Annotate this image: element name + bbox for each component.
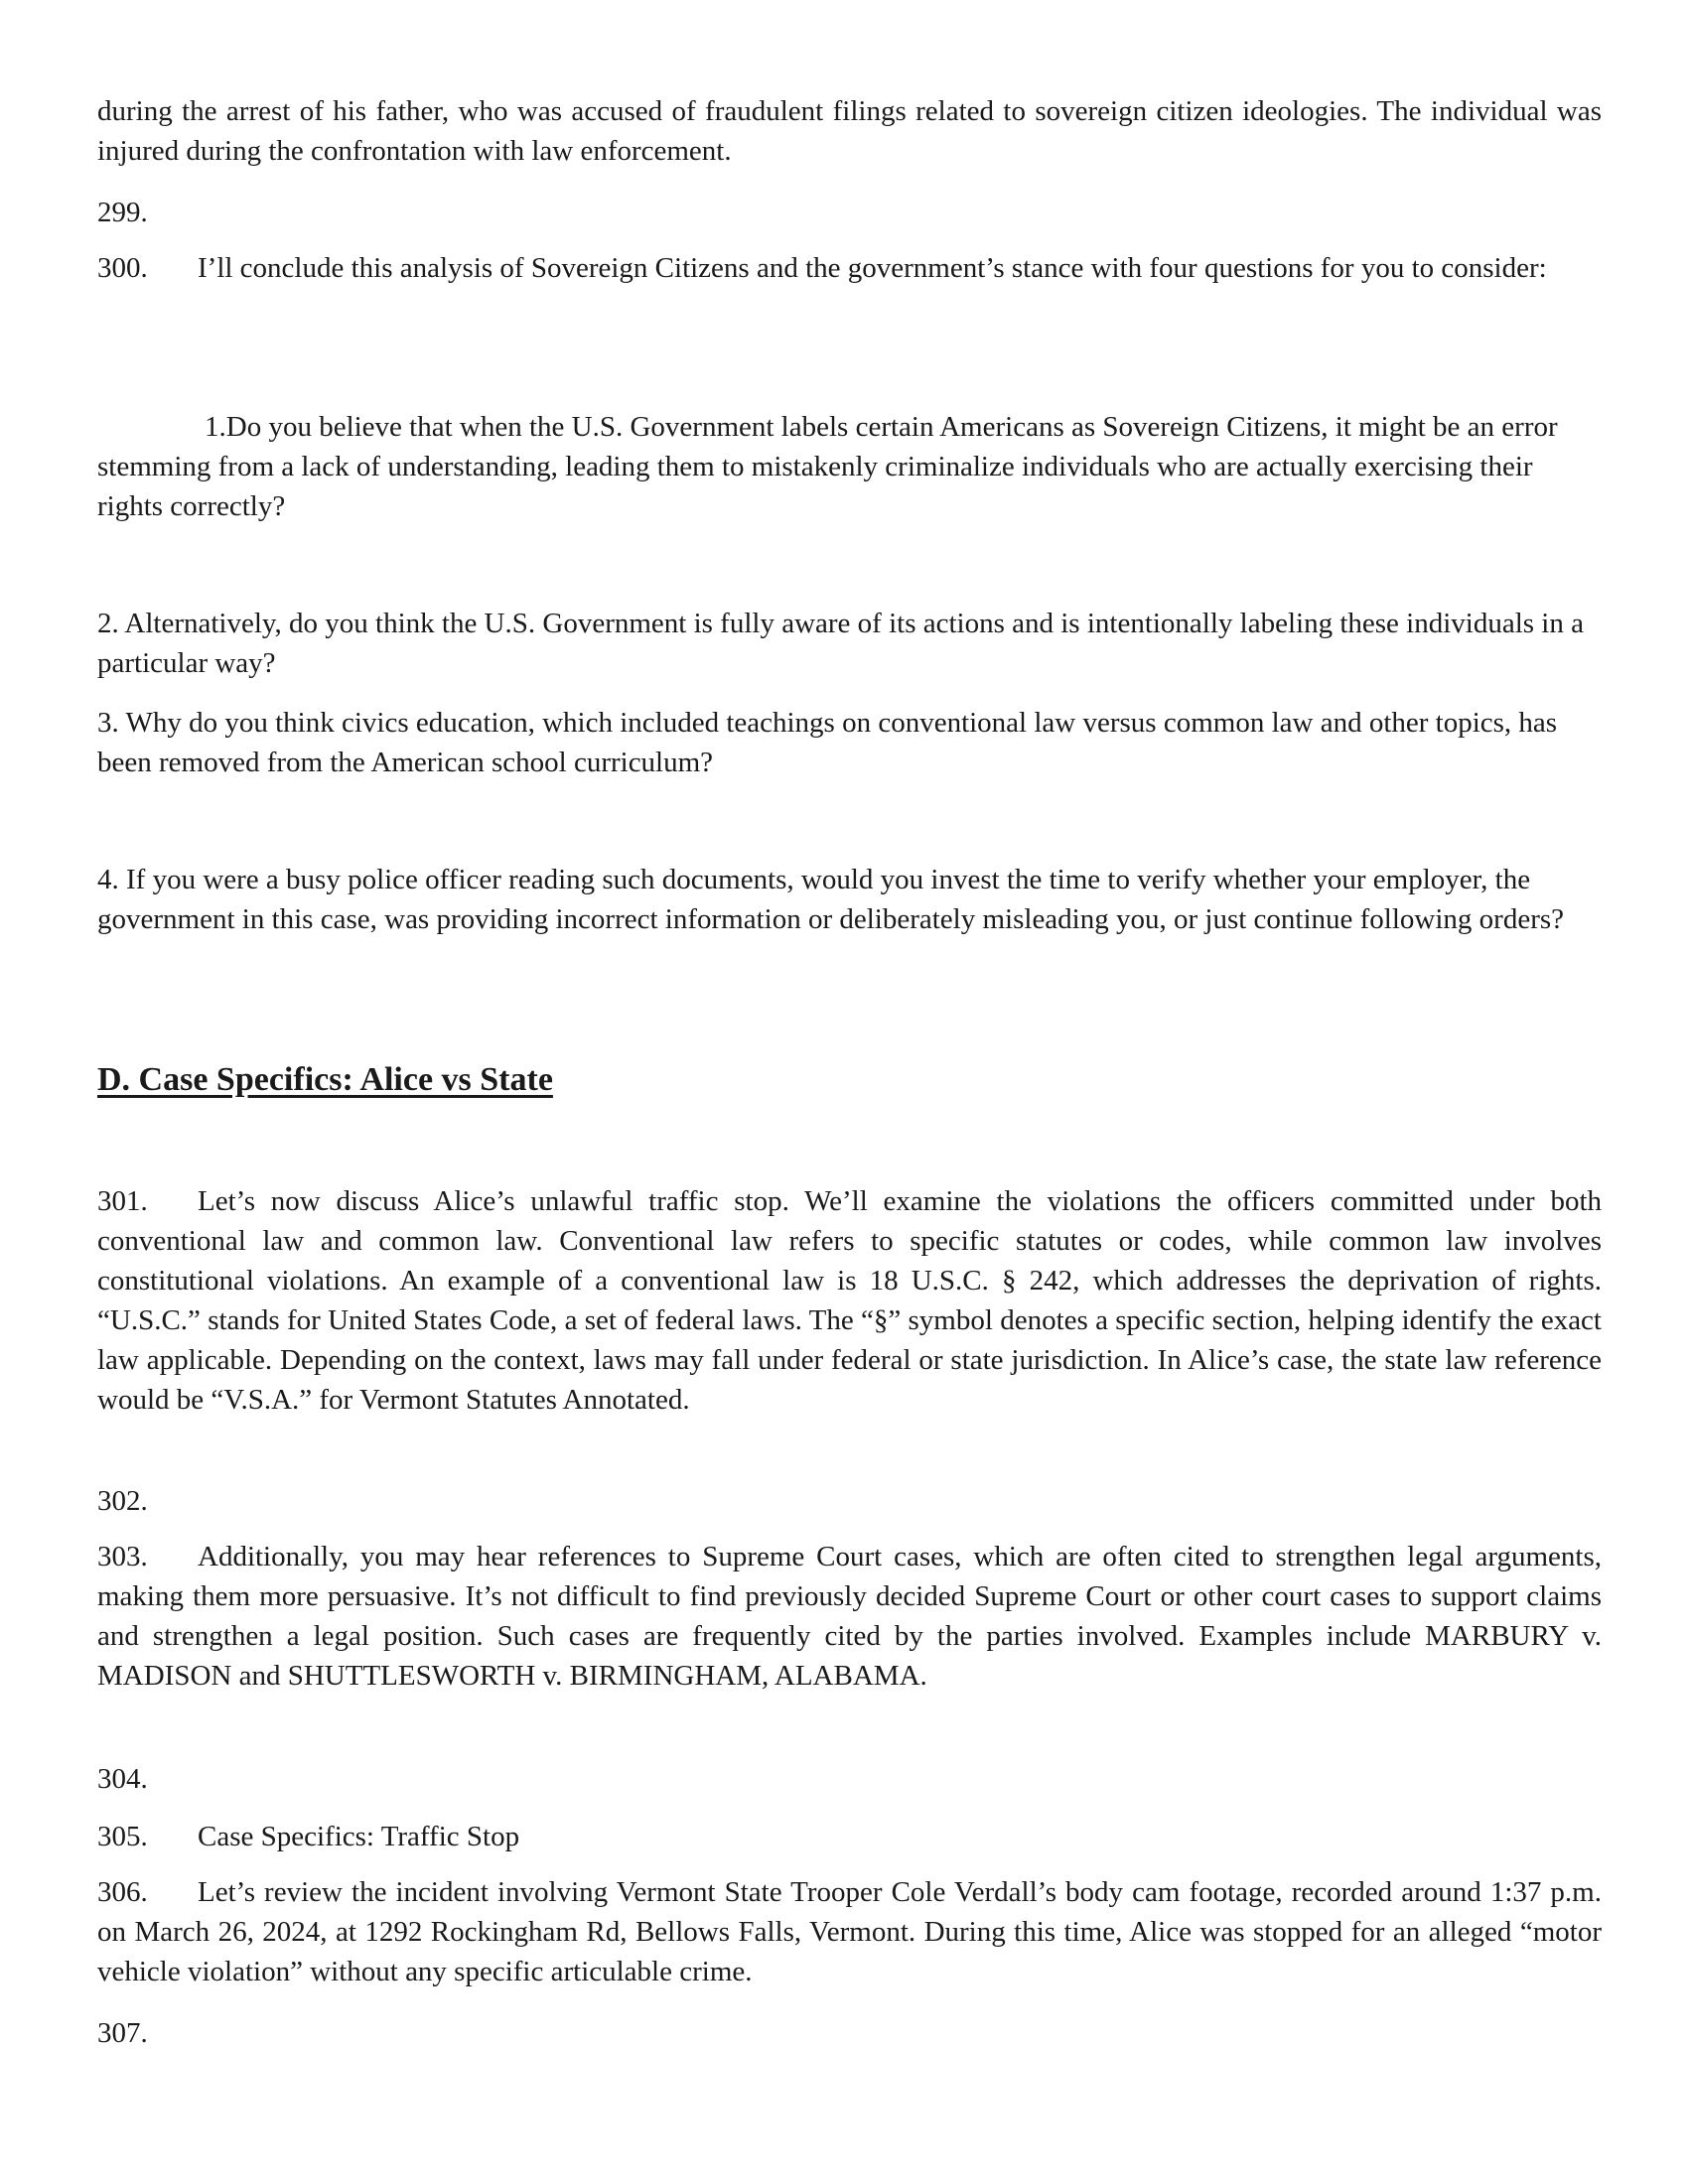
- question-1: 1.Do you believe that when the U.S. Government labels certain Americans as Sovereign Citizens, it might be an error stemming from a lack of understanding, leading them to mistakenly criminalize individuals who are actually exercising their rights correctly?: [97, 411, 1558, 522]
- paragraph-number: 305.: [97, 1821, 148, 1852]
- paragraph-307: [97, 2013, 1602, 2053]
- paragraph-303: [97, 1537, 1602, 1696]
- paragraph-304: [97, 1759, 1602, 1799]
- paragraph-299: [97, 193, 1602, 232]
- intro-paragraph: during the arrest of his father, who was accused of fraudulent filings related to sovereign citizen ideologies. The individual was injured during the confrontation with law enforcement.: [97, 95, 1602, 167]
- paragraph-number: 303.: [97, 1541, 148, 1572]
- paragraph-306: [97, 1872, 1602, 1991]
- paragraph-301: [97, 1181, 1602, 1420]
- paragraph-text: Case Specifics: Traffic Stop: [198, 1821, 520, 1852]
- question-2: 2. Alternatively, do you think the U.S. Government is fully aware of its actions and is intentionally labeling these individuals in a particular way?: [97, 608, 1584, 679]
- paragraph-number: 307.: [97, 2017, 148, 2049]
- paragraph-text: I’ll conclude this analysis of Sovereign Citizens and the government’s stance with four questions for you to consider:: [198, 252, 1547, 284]
- paragraph-text: Let’s review the incident involving Vermont State Trooper Cole Verdall’s body cam footage, recorded around 1:37 p.m. on March 26, 2024, at 1292 Rockingham Rd, Bellows Falls, Vermont. During this time, Alice was stopped for an alleged “motor vehicle violation” without any specific articulable crime.: [97, 1876, 1602, 1987]
- paragraph-number: 302.: [97, 1485, 148, 1517]
- paragraph-number: 300.: [97, 252, 148, 284]
- paragraph-300: [97, 248, 1602, 288]
- section-heading: D. Case Specifics: Alice vs State: [97, 1061, 553, 1098]
- paragraph-number: 301.: [97, 1185, 148, 1217]
- question-3: 3. Why do you think civics education, which included teachings on conventional law versus common law and other topics, has been removed from the American school curriculum?: [97, 707, 1558, 778]
- paragraph-text: Additionally, you may hear references to Supreme Court cases, which are often cited to strengthen legal arguments, making them more persuasive. It’s not difficult to find previously decided Supreme Court or other court cases to support claims and strengthen a legal position. Such cases are frequently cited by the parties involved. Examples include MARBURY v. MADISON and SHUTTLESWORTH v. BIRMINGHAM, ALABAMA.: [97, 1541, 1602, 1692]
- paragraph-number: 306.: [97, 1876, 148, 1908]
- question-4: 4. If you were a busy police officer reading such documents, would you invest the time to verify whether your employer, the government in this case, was providing incorrect information or deliberately misleading you, or just continue following orders?: [97, 864, 1565, 935]
- paragraph-302: [97, 1481, 1602, 1521]
- paragraph-305: [97, 1817, 1602, 1856]
- paragraph-number: 304.: [97, 1763, 148, 1795]
- paragraph-number: 299.: [97, 197, 148, 228]
- paragraph-text: Let’s now discuss Alice’s unlawful traffic stop. We’ll examine the violations the officers committed under both conventional law and common law. Conventional law refers to specific statutes or codes, while common law involves constitutional violations. An example of a conventional law is 18 U.S.C. § 242, which addresses the deprivation of rights. “U.S.C.” stands for United States Code, a set of federal laws. The “§” symbol denotes a specific section, helping identify the exact law applicable. Depending on the context, laws may fall under federal or state jurisdiction. In Alice’s case, the state law reference would be “V.S.A.” for Vermont Statutes Annotated.: [97, 1185, 1602, 1416]
